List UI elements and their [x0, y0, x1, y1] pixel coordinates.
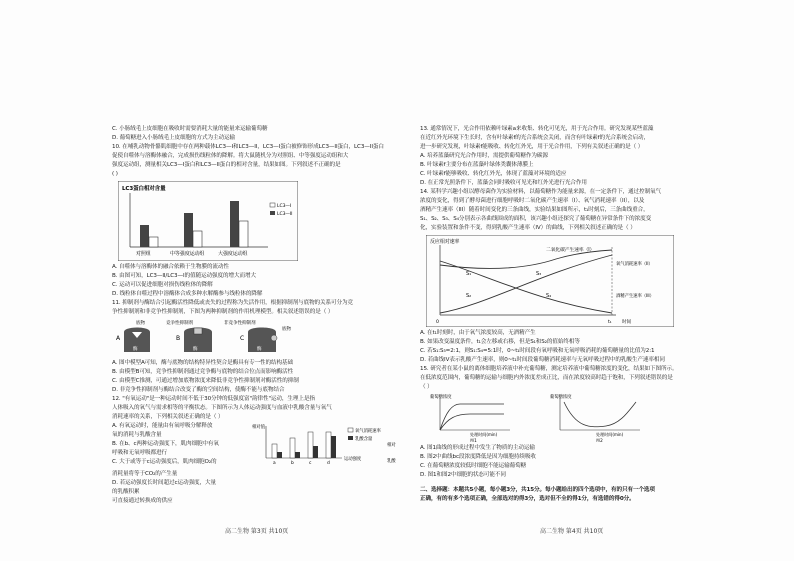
inhibitor-shape: [194, 328, 202, 334]
text-line: 12. "有氧运动"是一种运动时间不低于30分钟的低强度富"韵律性"运动，生理上是指: [112, 396, 315, 402]
legend-swatch: [270, 203, 275, 207]
x-tick-label: 大强度运动组: [218, 251, 248, 257]
bar: [295, 452, 300, 458]
figure-1-curve: [440, 414, 504, 430]
diagram-label: 底物: [136, 321, 145, 326]
text-line: B. 由模型B可知，竞争性抑制剂通过竞争酶与底物的结合位点而影响酶活性: [112, 369, 294, 375]
legend-label: 乳酸含量: [355, 437, 373, 442]
legend-label: 氧气消耗速率: [355, 429, 381, 434]
text-line: C. 小肠绒毛上皮细胞在吸收时需要消耗大量的能量来运输葡萄糖: [112, 126, 268, 132]
text-line: 化，实验装置和条件不变，得到乳酸产生速率（IV）的曲线，下列相关叙述正确的是（ ）: [420, 225, 636, 231]
lc3-bar-chart: [118, 181, 298, 261]
text-line: 氧的消耗与乳酸含量: [112, 432, 162, 438]
axis-label: 处理时间(min): [596, 432, 624, 437]
legend-swatch: [270, 211, 275, 215]
area-label: S₁: [466, 271, 471, 277]
bar: [140, 225, 149, 247]
diagram-label: 底物: [282, 327, 291, 332]
bar: [193, 231, 202, 247]
bar: [290, 438, 295, 458]
panel-label: C: [240, 335, 245, 342]
respiration-chart-svg: [426, 235, 674, 327]
bar: [277, 452, 282, 458]
text-line: 13. 通常情况下，光合作用依赖叶绿素a来收集、转化可见光，用于光合作用。研究发现某些蓝藻: [420, 126, 654, 132]
axis-label: 相对: [387, 443, 396, 448]
x-tick-label: a: [273, 461, 276, 466]
legend-swatch: [348, 428, 353, 432]
section-heading: 二、选择题：本题共5小题，每小题3分，共15分。每小题给出的四个选项中，有的只有一个选项: [420, 487, 655, 493]
bar: [230, 201, 239, 247]
text-line: A. 图1曲线的形成过程中发生了物质的主动运输: [420, 445, 535, 451]
curve-o2: [440, 255, 612, 313]
area-label: S₄: [546, 293, 551, 299]
text-line: 的乳酸积累: [112, 489, 140, 495]
text-line: A. 自噬体与溶酶体的融合依赖于生物膜的流动性: [112, 264, 229, 270]
curve-label: 酒精产生速率（III）: [616, 294, 654, 299]
diagram-label: 酶: [133, 347, 138, 352]
exercise-chart: [252, 422, 402, 468]
text-line: 争性抑制剂和非竞争性抑制剂，下图为两种抑制剂的作用机理模型。相关叙述错误的是（ ）: [112, 309, 334, 315]
text-line: B. 由图可知，LC3—II/LC3—I的值随运动强度的增大而增大: [112, 273, 256, 279]
text-line: 15. 研究者在某小鼠的离体细胞培养液中补充葡萄糖，测定培养液中葡萄糖浓度的变化，结果如下图所示。: [420, 366, 678, 372]
q12-options: [112, 422, 242, 467]
text-line: ( ): [112, 171, 118, 177]
curve-label: 二氧化碳产生速率（I）: [546, 248, 595, 253]
text-line: C. 大于或等于c运动强度后，肌肉细胞O₂的: [112, 459, 217, 465]
axis-label: 葡萄糖浓度: [430, 395, 452, 400]
figure-2-curve: [564, 402, 636, 427]
legend-swatch: [348, 436, 353, 440]
text-line: 消耗量将等于CO₂的产生量: [112, 471, 178, 477]
respiration-rate-chart: [426, 235, 674, 327]
bar: [149, 237, 158, 247]
legend-label: LC3—II: [277, 212, 293, 217]
lc3-chart-svg: [118, 181, 298, 261]
x-tick-label: 中等强度运动组: [170, 251, 205, 257]
text-line: 可直接通过转换成的供应: [112, 498, 173, 504]
text-line: （ ）: [420, 384, 433, 390]
axis-label: 运动强度: [344, 457, 362, 462]
x-tick-label: t₁: [608, 320, 612, 325]
bar: [326, 432, 331, 458]
diagram-label: 酶: [257, 347, 262, 352]
bar: [184, 213, 193, 247]
text-line: C. 若S₁:S₃=2:1，则S₁:S₄=5:1时，0~t₁时间段有氧呼吸和无氧呼吸消耗的葡萄糖量的比值为2:1: [420, 348, 655, 354]
legend-label: LC3—I: [277, 204, 292, 209]
chart-frame: [118, 181, 298, 261]
enzyme-diagram-svg: [116, 318, 316, 358]
page-footer-left: 高二生物 第3页 共10页: [225, 528, 289, 535]
text-line: 呼吸和无氧呼吸都进行: [112, 450, 167, 456]
panel-label: A: [116, 335, 121, 342]
panel-label: B: [176, 335, 181, 342]
axis-label: 乳酸: [387, 459, 396, 464]
diagram-label: 非竞争性抑制剂: [224, 321, 256, 326]
x-tick-label: 对照组: [136, 251, 151, 257]
text-line: D. 在正常光照条件下，蓝藻会同时吸收可见光和红外光进行光合作用: [420, 180, 587, 186]
diagram-label: 酶: [193, 347, 198, 352]
text-line: 酒精产生速率（III）随着时间变化的三条曲线，实验结果如图所示，t₁时刻后，三条曲线重合，: [420, 207, 649, 213]
curve-ethanol: [440, 261, 612, 313]
enzyme-inhibitor-diagram: [116, 318, 316, 358]
text-line: B. 如果改变温度条件，t₁会左移或右移，但是S₁和S₂的值始终相等: [420, 339, 580, 345]
text-line: C. 由模型C推测，可通过增加底物浓度来降低非竞争性抑制剂对酶活性的抑制: [112, 378, 299, 384]
section-heading: 正确，有的有多个选项正确，全部选对的得3分，选对但不全的得1分，有选错的得0分。: [420, 496, 635, 502]
text-line: B. 叶绿素f主要分布在蓝藻叶绿体类囊体薄膜上: [420, 162, 534, 168]
text-line: 人体吸入的氧气与需求相等的平衡状态。下图所示为人体运动强度与血液中乳酸含量与氧气: [112, 405, 332, 411]
area-label: S₂: [466, 293, 471, 299]
text-line: D. 非竞争性抑制剂与酶结合改变了酶的空间结构，使酶不能与底物结合: [112, 387, 285, 393]
text-line: A. 培养蓝藻研究光合作用时，需提供葡萄糖作为碳源: [420, 153, 548, 159]
glucose-figures: [420, 392, 786, 444]
axis-label: 葡萄糖浓度: [550, 395, 572, 400]
figure-caption: 图2: [596, 438, 603, 442]
text-line: A. 有氧运动时，能量由有氧呼吸分解释放: [112, 423, 213, 429]
text-line: 强度运动组，测量相关LC3—I蛋白和LC3—II蛋白的相对含量，结果如图。下列叙述不正确的是: [112, 162, 341, 168]
axis-label: 反应相对速率: [430, 239, 460, 245]
figure-1: [430, 392, 530, 442]
axis-label: 时间: [622, 320, 631, 325]
text-line: D. 葡萄糖进入小肠绒毛上皮细胞的方式为主动运输: [112, 135, 235, 141]
text-line: 浓度的变化，得到了酵母菌进行细胞呼吸时二氧化碳产生速率（I）、氧气消耗速率（II），以及: [420, 198, 645, 204]
figure-caption: 图1: [470, 438, 477, 442]
text-line: 11. 抑制剂与酶结合引起酶活性降低或丧失的过程称为失活作用，根据抑制剂与底物的关系可分为竞: [112, 300, 354, 306]
text-line: 在低浓度范围内，葡萄糖的运输与细胞内外浓度差成正比，而在浓度较高时趋于饱和，下列叙述错误的是: [420, 375, 673, 381]
x-tick-label: 0: [436, 320, 439, 325]
bar: [272, 444, 277, 458]
text-line: 促使自噬体与溶酶体融合，完成损伤线粒体的降解。将大鼠随机分为对照组、中等强度运动组和大: [112, 153, 349, 159]
text-line: S₁、S₂、S₃、S₄分别表示各曲线围成的面积，该兴趣小组还探究了葡萄糖在异常条件下的浓度变: [420, 216, 652, 222]
text-line: B. 图2中曲线bc段浓度降低是因为细胞持续吸收: [420, 454, 536, 460]
inhibitor-shape: [271, 335, 277, 341]
figure-2: [550, 392, 660, 442]
text-line: D. 线粒体自噬过程中溶酶体合成多种水解酶参与线粒体的降解: [112, 291, 263, 297]
text-line: 在近红外光环境下生长时，含有叶绿素f的光合系统会关闭，而含有叶绿素f的光合系统会启动，: [420, 135, 649, 141]
text-line: B. 在b、c两种运动强度下，肌肉细胞中有氧: [112, 441, 219, 447]
text-line: 14. 某科学兴趣小组以酵母菌作为实验材料，以葡萄糖作为能量来源，在一定条件下，通过控制氧气: [420, 189, 662, 195]
text-line: A. 在t₁时刻时，由于氧气浓度较高，无酒精产生: [420, 330, 536, 336]
text-line: C. 在葡萄糖浓度较低时细胞不能运输葡萄糖: [420, 463, 527, 469]
text-line: 10. 在哺乳动物骨骼肌细胞中存在两种载体LC3—I和LC3—II，LC3—I蛋白被修饰形成LC3—II蛋白，LC3—II蛋白: [112, 144, 384, 150]
text-line: D. 若曲线IV表示乳酸产生速率，则0~t₁时间段葡萄糖消耗速率与无氧呼吸过程中的乳酸生产速率相同: [420, 357, 665, 363]
axis-label: 处理时间(min): [470, 432, 498, 437]
x-tick-label: b: [291, 461, 294, 466]
text-line: C. 运动可以促进细胞对损伤线粒体的降解: [112, 282, 213, 288]
page-footer-right: 高二生物 第4页 共10页: [540, 528, 604, 535]
text-line: D. 若运动强度长时间超过c运动强度，大量: [112, 480, 216, 486]
text-line: 进一步研究发现，叶绿素f能吸收、转化红外光，用于光合作用，下列有关叙述正确的是（ ）: [420, 144, 644, 150]
bar: [308, 432, 313, 458]
bar: [313, 446, 318, 458]
figure-1-curve: [440, 404, 504, 430]
diagram-label: 竞争性抑制剂: [166, 321, 193, 326]
text-line: D. 图1和图2中细胞的状态可能不同: [420, 472, 506, 478]
bar: [331, 436, 336, 458]
right-column: [420, 125, 786, 504]
text-line: A. 图中模型A可知，酶与底物的结构特异性契合是酶具有专一性的结构基础: [112, 360, 294, 366]
chart-title: LC3蛋白相对含量: [122, 186, 166, 192]
x-tick-label: d: [327, 461, 330, 466]
text-line: 消耗速率的关系，下列相关叙述正确的是（ ）: [112, 414, 224, 420]
axis-label: 相对值: [252, 425, 265, 430]
text-line: C. 叶绿素f能够吸收、转化红外光，体现了蓝藻对环境的适应: [420, 171, 567, 177]
bar: [239, 221, 248, 247]
area-label: S₃: [536, 271, 541, 277]
x-tick-label: c: [309, 461, 312, 466]
curve-label: 氧气消耗速率（II）: [616, 262, 653, 267]
